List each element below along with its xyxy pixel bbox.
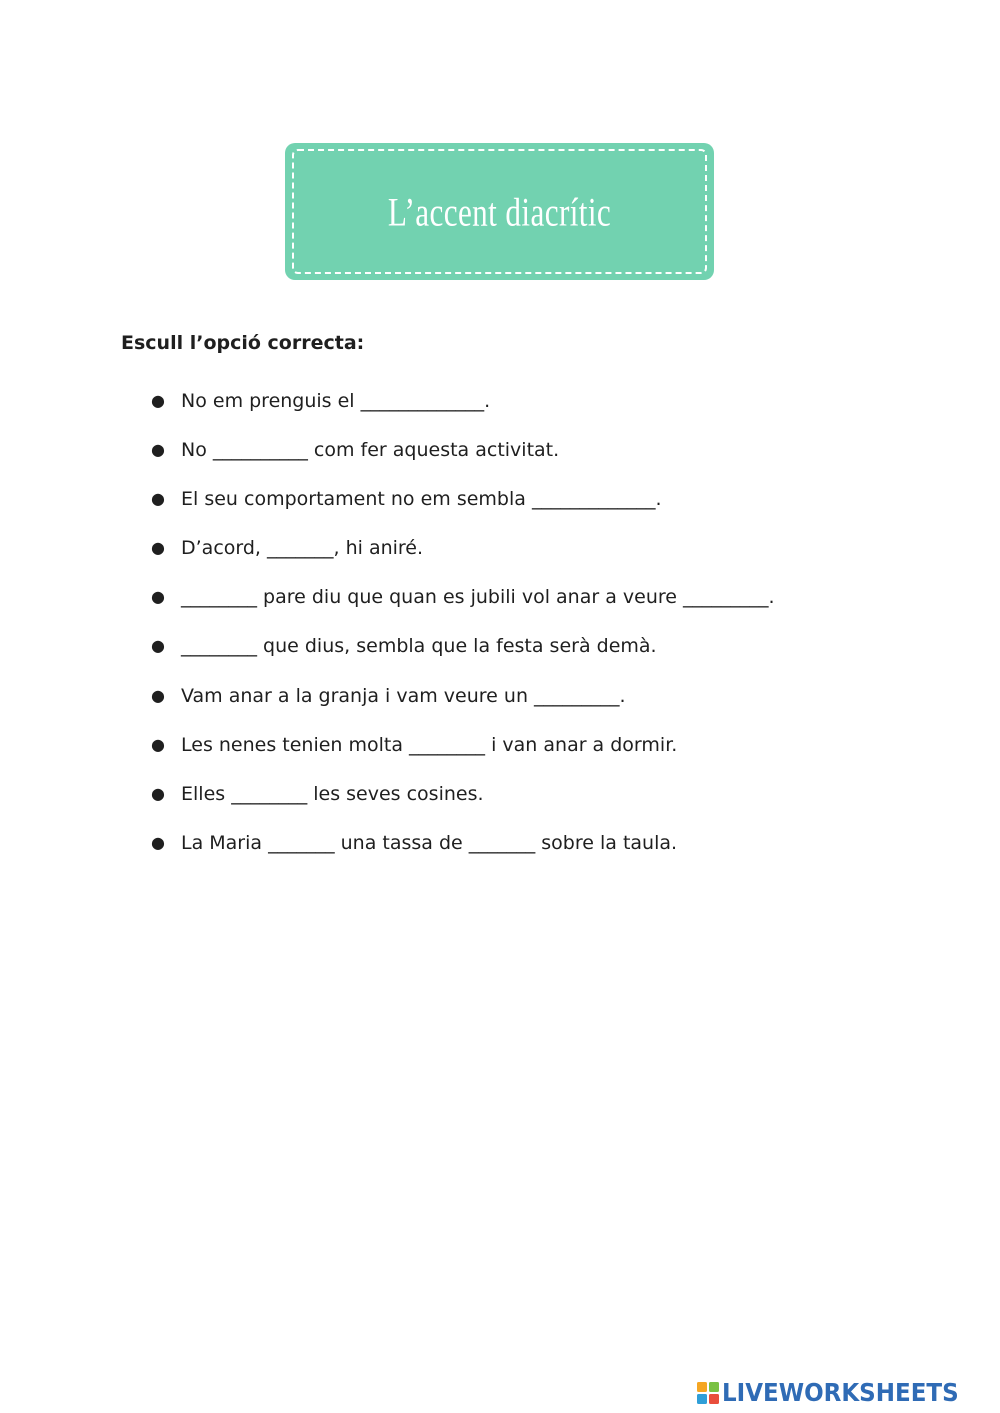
instruction-text: Escull l’opció correcta: <box>121 332 365 354</box>
list-item <box>151 779 931 828</box>
bullet-icon: ● <box>151 636 165 656</box>
title-banner <box>285 143 714 280</box>
list-item <box>151 484 931 533</box>
list-item <box>151 730 931 779</box>
list-item <box>151 681 931 730</box>
liveworksheets-logo <box>697 1378 979 1407</box>
bullet-icon: ● <box>151 734 165 754</box>
bullet-icon: ● <box>151 538 165 558</box>
sentence-text: ________ que dius, sembla que la festa serà demà. <box>181 635 657 658</box>
bullet-icon: ● <box>151 391 165 410</box>
bullet-icon: ● <box>151 832 165 852</box>
list-item <box>151 582 931 631</box>
sentence-text: Vam anar a la granja i vam veure un _________. <box>181 684 626 707</box>
sentence-text: ________ pare diu que quan es jubili vol anar a veure _________. <box>181 586 775 609</box>
sentence-text: Elles ________ les seves cosines. <box>181 782 484 805</box>
sentence-text: No __________ com fer aquesta activitat. <box>181 439 560 462</box>
bullet-icon: ● <box>151 440 165 460</box>
sentence-text: D’acord, _______, hi aniré. <box>181 537 424 560</box>
sentence-text: El seu comportament no em sembla _____________. <box>181 488 662 511</box>
bullet-icon: ● <box>151 685 165 705</box>
liveworksheets-logo-icon <box>697 1382 719 1404</box>
exercise-list <box>151 386 931 877</box>
bullet-icon: ● <box>151 783 165 803</box>
list-item <box>151 435 931 484</box>
brand-name: LIVEWORKSHEETS <box>722 1378 959 1407</box>
list-item <box>151 533 931 582</box>
bullet-icon: ● <box>151 489 165 509</box>
list-item <box>151 631 931 680</box>
list-item <box>151 828 931 877</box>
page-title: L’accent diacrític <box>387 189 612 234</box>
sentence-text: No em prenguis el _____________. <box>181 390 491 412</box>
sentence-text: La Maria _______ una tassa de _______ sobre la taula. <box>181 831 678 854</box>
bullet-icon: ● <box>151 587 165 607</box>
sentence-text: Les nenes tenien molta ________ i van anar a dormir. <box>181 733 678 756</box>
list-item <box>151 386 931 435</box>
